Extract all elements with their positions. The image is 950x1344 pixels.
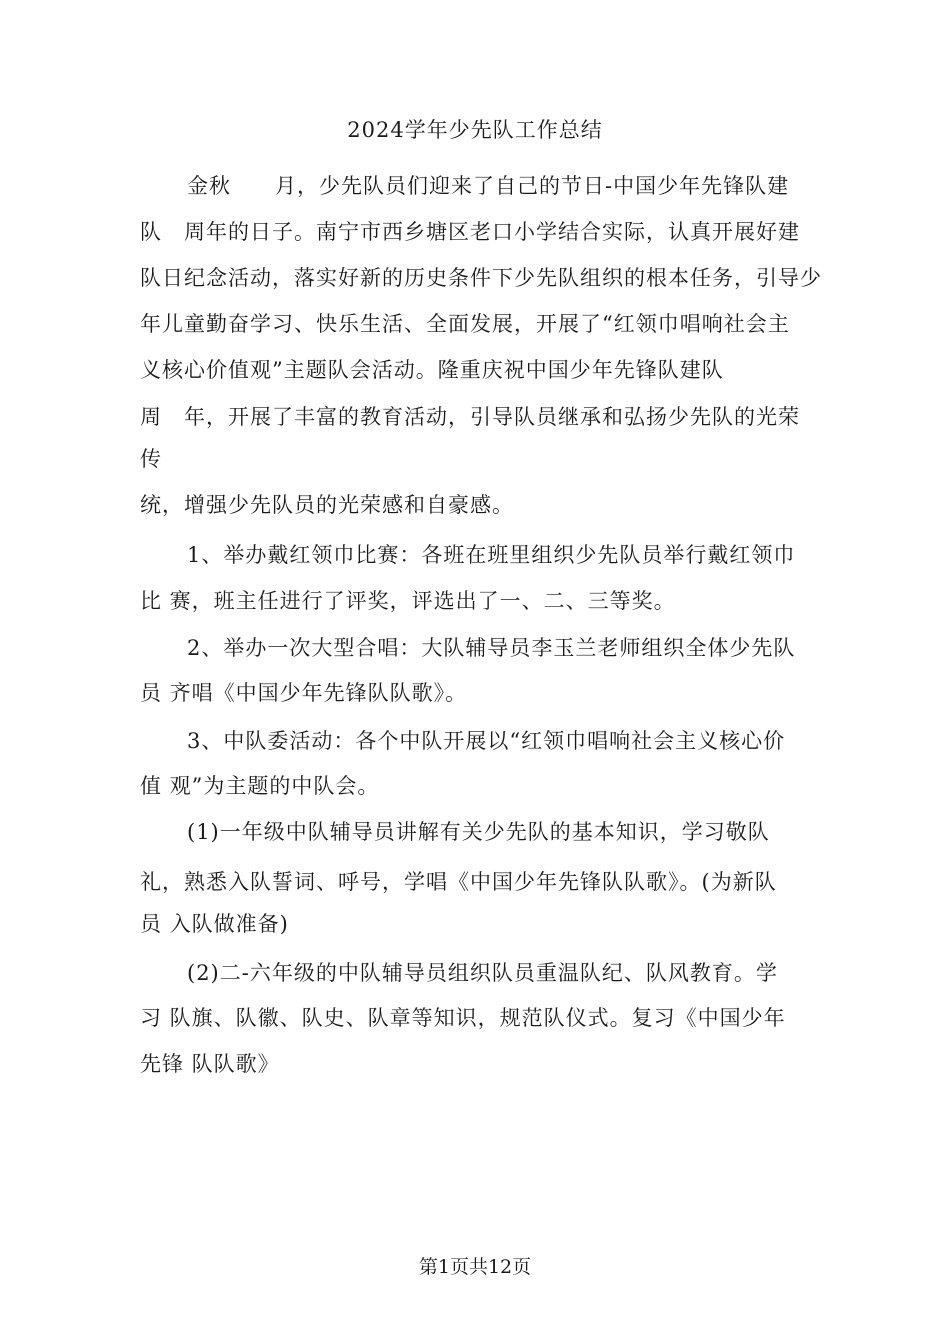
sub-item-line: 先锋 队队歌》 (140, 1052, 280, 1076)
paragraph-line: 队 周年的日子。南宁市西乡塘区老口小学结合实际，认真开展好建 (140, 220, 800, 244)
list-item-line: 2、举办一次大型合唱：大队辅导员李玉兰老师组织全体少先队 (187, 636, 796, 660)
list-item-line: 员 齐唱《中国少年先锋队队歌》。 (140, 681, 468, 705)
sub-item-line: (1)一年级中队辅导员讲解有关少先队的基本知识，学习敬队 (187, 820, 770, 844)
sub-item-line: (2)二-六年级的中队辅导员组织队员重温队纪、队风教育。学 (187, 961, 778, 985)
sub-item-line: 礼，熟悉入队誓词、呼号，学唱《中国少年先锋队队歌》。(为新队 (140, 870, 777, 894)
paragraph-line: 传 (140, 447, 162, 471)
page-number-footer: 第1页共12页 (418, 1256, 532, 1278)
paragraph-line: 义核心价值观”主题队会活动。隆重庆祝中国少年先锋队建队 (140, 358, 724, 382)
sub-item-line: 习 队旗、队徽、队史、队章等知识，规范队仪式。复习《中国少年 (140, 1006, 786, 1030)
paragraph-line: 年儿童勤奋学习、快乐生活、全面发展，开展了“红领巾唱响社会主 (140, 312, 790, 336)
list-item-line: 1、举办戴红领巾比赛：各班在班里组织少先队员举行戴红领巾 (187, 543, 796, 567)
paragraph-line: 统，增强少先队员的光荣感和自豪感。 (140, 493, 514, 517)
list-item-line: 3、中队委活动：各个中队开展以“红领巾唱响社会主义核心价 (187, 729, 786, 753)
list-item-line: 值 观”为主题的中队会。 (140, 774, 380, 798)
list-item-line: 比 赛，班主任进行了评奖，评选出了一、二、三等奖。 (140, 589, 676, 613)
sub-item-line: 员 入队做准备) (140, 912, 289, 936)
paragraph-line: 队日纪念活动，落实好新的历史条件下少先队组织的根本任务，引导少 (140, 266, 822, 290)
paragraph-line: 周 年，开展了丰富的教育活动，引导队员继承和弘扬少先队的光荣 (140, 405, 800, 429)
document-title: 2024学年少先队工作总结 (347, 118, 603, 142)
paragraph-line: 金秋 月，少先队员们迎来了自己的节日-中国少年先锋队建 (187, 174, 790, 198)
